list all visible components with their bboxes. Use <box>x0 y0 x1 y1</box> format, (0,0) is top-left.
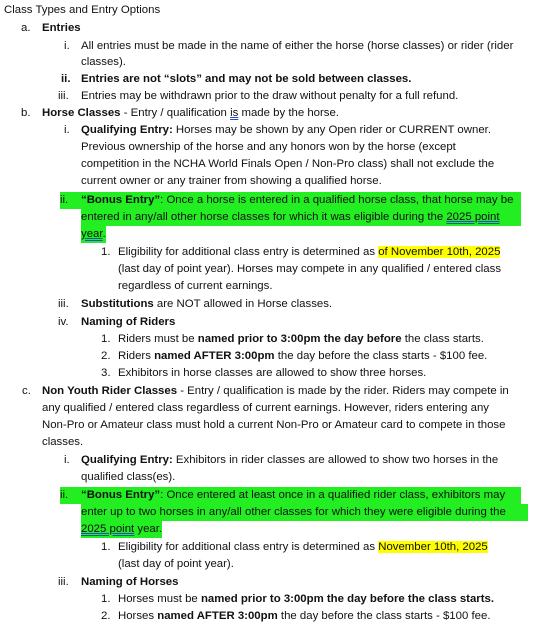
horse-naming-num: iv. <box>58 316 69 328</box>
entries-item-3-text: Entries may be withdrawn prior to the draw without penalty for a full refund. <box>81 90 459 102</box>
horse-substitutions-text: are NOT allowed in Horse classes. <box>153 298 333 310</box>
section-title-rider-classes: Non Youth Rider Classes <box>42 385 178 397</box>
horse-bonus-period: . <box>102 228 106 240</box>
horse-desc-is: is <box>230 107 239 119</box>
horse-desc-a: - Entry / qualification <box>120 107 231 119</box>
rider-naming-2-c: the day before the class starts - $100 fee. <box>277 610 491 622</box>
section-title-entries: Entries <box>42 22 81 34</box>
rider-bonus-line3 <box>81 521 162 538</box>
rider-bonus-line1 <box>60 487 521 504</box>
horse-naming-2-b: named AFTER 3:00pm <box>154 350 275 362</box>
horse-naming-1 <box>118 331 484 348</box>
horse-qualifying-title: Qualifying Entry: <box>81 124 173 136</box>
horse-bonus-sub-line2: (last day of point year). Horses may compete in any qualified / entered class <box>118 263 502 275</box>
horse-qualifying-text1: Horses may be shown by any Open rider or CURRENT owner. <box>172 124 491 136</box>
section-label-c: c. <box>22 385 31 397</box>
horse-bonus-num: ii. <box>60 194 69 206</box>
rider-bonus-sub-line2: (last day of point year). <box>118 558 234 570</box>
horse-qualifying-line2: Previous ownership of the horse and any honors won by the horse (except <box>81 141 456 153</box>
horse-eligibility-text: Eligibility for additional class entry is determined as <box>118 246 379 258</box>
rider-section-line2: any qualified / entered class regardless of current earnings. However, riders entering any <box>42 402 490 414</box>
horse-naming-1-a: Riders must be <box>118 333 198 345</box>
horse-bonus-sub-line1 <box>118 244 500 261</box>
rider-qualifying-title: Qualifying Entry: <box>81 454 173 466</box>
horse-naming-2-a: Riders <box>118 350 155 362</box>
rider-naming-num: iii. <box>58 576 69 588</box>
horse-bonus-point: 2025 point <box>446 211 500 223</box>
rider-naming-1-b: named prior to 3:00pm the day before the class starts. <box>200 593 495 605</box>
rider-eligibility-date: November 10th, 2025 <box>378 541 488 553</box>
entries-item-1-line2: classes). <box>81 56 126 68</box>
horse-bonus-sub-line3: regardless of current earnings. <box>118 280 273 292</box>
rider-bonus-sub-line1 <box>118 539 488 556</box>
rider-bonus-point: 2025 point <box>81 523 135 535</box>
rider-bonus-line2: enter up to two horses in any/all other classes for which they were eligible during the <box>81 504 528 521</box>
rider-section-line3: Non-Pro or Amateur class must hold a current Non-Pro or Amateur card to compete in those <box>42 419 506 431</box>
horse-naming-1-c: the class starts. <box>401 333 484 345</box>
entries-item-2-num: ii. <box>61 73 71 85</box>
horse-naming-2 <box>118 348 487 365</box>
horse-bonus-text1: : Once a horse is entered in a qualified horse class, that horse may be <box>160 194 514 206</box>
horse-naming-1-num: 1. <box>101 333 111 345</box>
horse-naming-title: Naming of Riders <box>81 316 176 328</box>
horse-qualifying-line3: competition in the NCHA World Finals Open / Non-Pro class) shall not exclude the <box>81 158 495 170</box>
rider-bonus-period: . <box>158 523 163 535</box>
horse-substitutions-num: iii. <box>58 298 69 310</box>
rider-bonus-text1: : Once entered at least once in a qualified rider class, exhibitors may <box>160 489 506 501</box>
horse-bonus-text2: entered in any/all other horse classes for which it was eligible during the <box>81 211 447 223</box>
horse-bonus-year: year <box>81 228 103 240</box>
entries-item-1-num: i. <box>64 40 70 52</box>
entries-item-2-text: Entries are not “slots” and may not be sold between classes. <box>81 73 412 85</box>
entries-item-3-num: iii. <box>58 90 69 102</box>
rider-naming-1-a: Horses must be <box>118 593 201 605</box>
horse-qualifying-line4: current owner or any trainer from showing a qualified horse. <box>81 175 382 187</box>
section-title-horse-classes: Horse Classes <box>42 107 121 119</box>
horse-desc-b: made by the horse. <box>238 107 339 119</box>
horse-bonus-title: “Bonus Entry” <box>81 194 161 206</box>
rider-qualifying-line1 <box>81 452 498 469</box>
section-label-a: a. <box>21 22 31 34</box>
horse-bonus-line1 <box>60 192 521 209</box>
entries-item-1-line1: All entries must be made in the name of either the horse (horse classes) or rider (rider <box>81 40 514 52</box>
rider-qualifying-num: i. <box>64 454 70 466</box>
rider-section-line4: classes. <box>42 436 84 448</box>
rider-naming-1-num: 1. <box>101 593 111 605</box>
rider-bonus-num: ii. <box>60 489 69 501</box>
rider-qualifying-text1: Exhibitors in rider classes are allowed to show two horses in the <box>172 454 499 466</box>
horse-substitutions-line <box>81 296 332 313</box>
section-label-b: b. <box>21 107 31 119</box>
horse-substitutions-title: Substitutions <box>81 298 154 310</box>
page-heading: Class Types and Entry Options <box>4 4 161 16</box>
rider-eligibility-text: Eligibility for additional class entry is determined as <box>118 541 379 553</box>
rider-qualifying-line2: qualified class(es). <box>81 471 176 483</box>
rider-naming-title: Naming of Horses <box>81 576 179 588</box>
rider-line1-text: - Entry / qualification is made by the rider. Riders may compete in <box>177 385 509 397</box>
horse-section-intro <box>42 105 339 122</box>
rider-bonus-year: year <box>134 523 159 535</box>
horse-qualifying-num: i. <box>64 124 70 136</box>
horse-naming-2-num: 2. <box>101 350 111 362</box>
rider-section-line1 <box>42 383 509 400</box>
rider-naming-2-a: Horses <box>118 610 158 622</box>
rider-naming-2-num: 2. <box>101 610 111 622</box>
horse-eligibility-date: of November 10th, 2025 <box>378 246 501 258</box>
rider-bonus-sub-num: 1. <box>101 541 111 553</box>
horse-naming-2-c: the day before the class starts - $100 fee. <box>274 350 488 362</box>
horse-naming-1-b: named prior to 3:00pm the day before <box>197 333 402 345</box>
rider-naming-2-b: named AFTER 3:00pm <box>157 610 278 622</box>
rider-naming-2 <box>118 608 490 625</box>
horse-qualifying-line1 <box>81 122 491 139</box>
horse-naming-3: Exhibitors in horse classes are allowed to show three horses. <box>118 367 427 379</box>
horse-bonus-line2 <box>81 209 521 226</box>
horse-bonus-sub-num: 1. <box>101 246 111 258</box>
rider-bonus-title: “Bonus Entry” <box>81 489 161 501</box>
horse-naming-3-num: 3. <box>101 367 111 379</box>
rider-naming-1 <box>118 591 494 608</box>
horse-bonus-line3 <box>81 226 106 243</box>
